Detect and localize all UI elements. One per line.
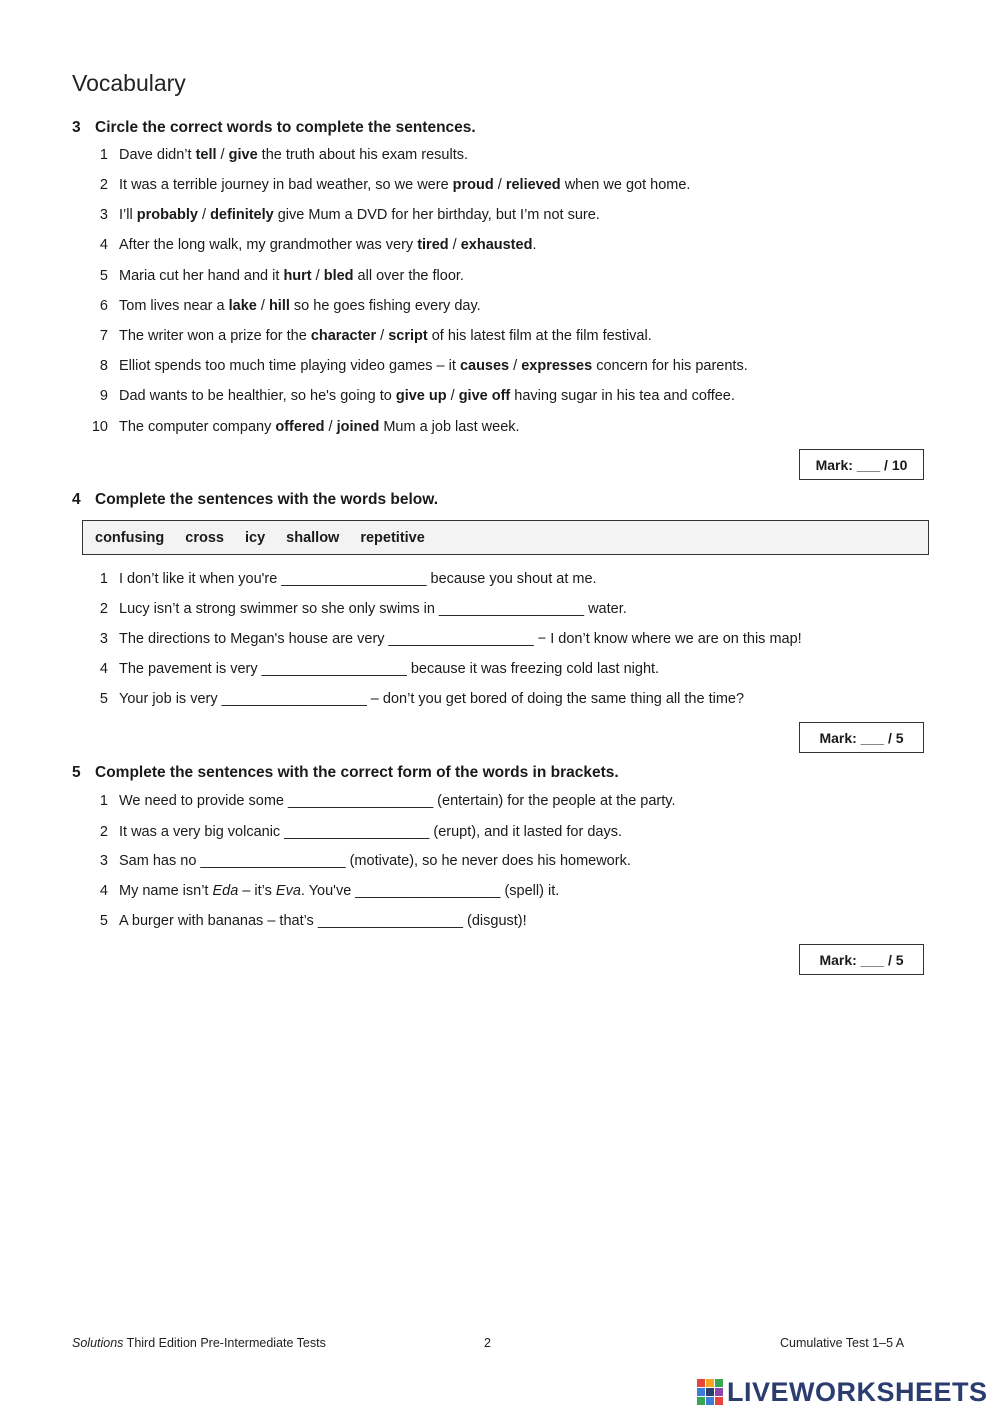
exercise-item xyxy=(86,419,520,435)
item-number: 10 xyxy=(91,419,108,435)
section-number: 5 xyxy=(72,764,81,781)
section-instruction: Circle the correct words to complete the sentences. xyxy=(95,119,476,136)
item-number: 5 xyxy=(99,913,108,929)
item-number: 8 xyxy=(99,358,108,374)
sentence-text: give Mum a DVD for her birthday, but I’m not sure. xyxy=(273,207,600,223)
section-5-heading xyxy=(72,764,619,782)
sentence-text: I’ll xyxy=(119,207,137,223)
sentence-text: I don’t like it when you're __________________ because you shout at me. xyxy=(119,571,597,587)
word-box xyxy=(82,520,929,555)
sentence-text: the truth about his exam results. xyxy=(257,147,468,163)
sentence-text: After the long walk, my grandmother was very xyxy=(119,237,418,253)
sentence-text: It was a very big volcanic __________________ (erupt), and it lasted for days. xyxy=(119,824,622,840)
sentence-text: Lucy isn’t a strong swimmer so she only swims in __________________ water. xyxy=(119,601,627,617)
word-choice[interactable]: exhausted xyxy=(460,237,533,253)
sentence-text: Elliot spends too much time playing video games – it xyxy=(119,358,460,374)
sentence-text: The writer won a prize for the xyxy=(119,328,311,344)
item-number: 3 xyxy=(99,853,108,869)
exercise-item xyxy=(86,853,631,869)
sentence-text: Maria cut her hand and it xyxy=(119,268,284,284)
word-choice[interactable]: give off xyxy=(458,388,511,404)
sentence-text: The pavement is very __________________ because it was freezing cold last night. xyxy=(119,661,660,677)
logo-square xyxy=(715,1397,723,1405)
exercise-item xyxy=(86,601,627,617)
sentence-text: / xyxy=(256,298,269,314)
section-4-heading xyxy=(72,491,438,509)
footer-page-number: 2 xyxy=(484,1336,491,1350)
sentence-text: / xyxy=(446,388,459,404)
sentence-text: The computer company xyxy=(119,419,276,435)
exercise-item xyxy=(86,691,744,707)
sentence-text: having sugar in his tea and coffee. xyxy=(510,388,735,404)
mark-box[interactable]: Mark: ___ / 5 xyxy=(799,944,924,975)
sentence-text: . xyxy=(532,237,537,253)
section-number: 4 xyxy=(72,491,81,508)
item-number: 4 xyxy=(99,237,108,253)
logo-square xyxy=(715,1388,723,1396)
item-number: 3 xyxy=(99,631,108,647)
word-option: confusing xyxy=(95,529,165,546)
sentence-text: Tom lives near a xyxy=(119,298,229,314)
exercise-item xyxy=(86,571,597,587)
mark-box[interactable]: Mark: ___ / 5 xyxy=(799,722,924,753)
sentence-text: / xyxy=(448,237,461,253)
sentence-text: Sam has no __________________ (motivate), so he never does his homework. xyxy=(119,853,631,869)
exercise-item xyxy=(86,147,468,163)
item-number: 1 xyxy=(99,793,108,809)
sentence-text: / xyxy=(197,207,211,223)
item-number: 2 xyxy=(99,177,108,193)
footer-book-rest: Third Edition Pre-Intermediate Tests xyxy=(123,1336,326,1350)
liveworksheets-logo xyxy=(697,1377,988,1407)
word-choice[interactable]: definitely xyxy=(210,207,274,223)
sentence-text: / xyxy=(216,147,229,163)
word-choice[interactable]: give up xyxy=(395,388,447,404)
item-number: 5 xyxy=(99,268,108,284)
exercise-item xyxy=(86,328,652,344)
item-number: 2 xyxy=(99,824,108,840)
exercise-item xyxy=(86,268,464,284)
item-number: 4 xyxy=(99,661,108,677)
word-choice[interactable]: tell xyxy=(195,147,217,163)
page-title: Vocabulary xyxy=(72,70,186,96)
sentence-text: all over the floor. xyxy=(353,268,464,284)
sentence-text: / xyxy=(493,177,506,193)
logo-square xyxy=(697,1379,705,1387)
exercise-item xyxy=(86,661,659,677)
word-choice[interactable]: joined xyxy=(336,419,380,435)
item-number: 6 xyxy=(99,298,108,314)
item-number: 3 xyxy=(99,207,108,223)
word-choice[interactable]: hurt xyxy=(283,268,312,284)
sentence-text: . You've __________________ (spell) it. xyxy=(300,883,560,899)
sentence-text: It was a terrible journey in bad weather, so we were xyxy=(119,177,453,193)
word-option: icy xyxy=(244,529,266,546)
exercise-item xyxy=(86,793,676,809)
word-choice[interactable]: hill xyxy=(268,298,290,314)
item-number: 1 xyxy=(99,571,108,587)
word-choice[interactable]: offered xyxy=(275,419,325,435)
word-choice[interactable]: lake xyxy=(228,298,257,314)
word-choice[interactable]: probably xyxy=(136,207,198,223)
logo-square xyxy=(706,1379,714,1387)
word-option: repetitive xyxy=(360,529,425,546)
sentence-text: / xyxy=(311,268,324,284)
logo-square xyxy=(706,1388,714,1396)
item-number: 5 xyxy=(99,691,108,707)
sentence-text: Dad wants to be healthier, so he's going to xyxy=(119,388,396,404)
logo-square xyxy=(715,1379,723,1387)
sentence-text: / xyxy=(324,419,337,435)
item-number: 4 xyxy=(99,883,108,899)
sentence-text: Your job is very __________________ – don’t you get bored of doing the same thing all the time? xyxy=(119,691,745,707)
sentence-text: Mum a job last week. xyxy=(379,419,520,435)
word-choice[interactable]: script xyxy=(388,328,428,344)
logo-square xyxy=(697,1388,705,1396)
exercise-item xyxy=(86,824,622,840)
section-instruction: Complete the sentences with the words below. xyxy=(95,491,439,508)
liveworksheets-wordmark: LIVEWORKSHEETS xyxy=(727,1376,988,1407)
item-number: 9 xyxy=(99,388,108,404)
logo-square xyxy=(706,1397,714,1405)
word-choice[interactable]: proud xyxy=(452,177,494,193)
word-choice[interactable]: give xyxy=(228,147,258,163)
footer-test-name: Cumulative Test 1–5 A xyxy=(780,1336,905,1350)
word-choice[interactable]: causes xyxy=(459,358,510,374)
exercise-item xyxy=(86,631,802,647)
sentence-text: – it’s xyxy=(238,883,276,899)
sentence-text: concern for his parents. xyxy=(592,358,748,374)
sentence-text: The directions to Megan's house are very __________________ − I don’t know where we are on this map! xyxy=(119,631,802,647)
item-number: 1 xyxy=(99,147,108,163)
word-option: shallow xyxy=(286,529,340,546)
sentence-text: when we got home. xyxy=(560,177,691,193)
exercise-item xyxy=(86,237,536,253)
sentence-text: of his latest film at the film festival. xyxy=(427,328,652,344)
sentence-text: We need to provide some __________________ (entertain) for the people at the party. xyxy=(119,793,676,809)
word-choice[interactable]: tired xyxy=(417,237,449,253)
italic-text: Eda xyxy=(212,883,239,899)
footer-book-title xyxy=(72,1336,326,1350)
sentence-text: My name isn’t xyxy=(119,883,213,899)
sentence-text: Dave didn’t xyxy=(119,147,196,163)
sentence-text: A burger with bananas – that’s __________________ (disgust)! xyxy=(119,913,527,929)
exercise-item xyxy=(86,358,748,374)
item-number: 7 xyxy=(99,328,108,344)
word-choice[interactable]: relieved xyxy=(505,177,561,193)
word-choice[interactable]: character xyxy=(310,328,377,344)
sentence-text: so he goes fishing every day. xyxy=(289,298,481,314)
section-3-heading xyxy=(72,119,476,137)
sentence-text: / xyxy=(376,328,389,344)
section-instruction: Complete the sentences with the correct form of the words in brackets. xyxy=(95,764,619,781)
exercise-item xyxy=(86,913,527,929)
exercise-item xyxy=(86,388,735,404)
exercise-item xyxy=(86,298,481,314)
section-number: 3 xyxy=(72,119,81,136)
mark-box[interactable]: Mark: ___ / 10 xyxy=(799,449,924,480)
word-choice[interactable]: bled xyxy=(323,268,354,284)
item-number: 2 xyxy=(99,601,108,617)
logo-square xyxy=(697,1397,705,1405)
sentence-text: / xyxy=(509,358,522,374)
footer-book-italic: Solutions xyxy=(72,1336,124,1350)
word-option: cross xyxy=(185,529,224,546)
exercise-item xyxy=(86,207,600,223)
exercise-item xyxy=(86,177,690,193)
exercise-item xyxy=(86,883,559,899)
italic-text: Eva xyxy=(275,883,301,899)
liveworksheets-grid-icon xyxy=(697,1379,723,1405)
word-choice[interactable]: expresses xyxy=(521,358,593,374)
